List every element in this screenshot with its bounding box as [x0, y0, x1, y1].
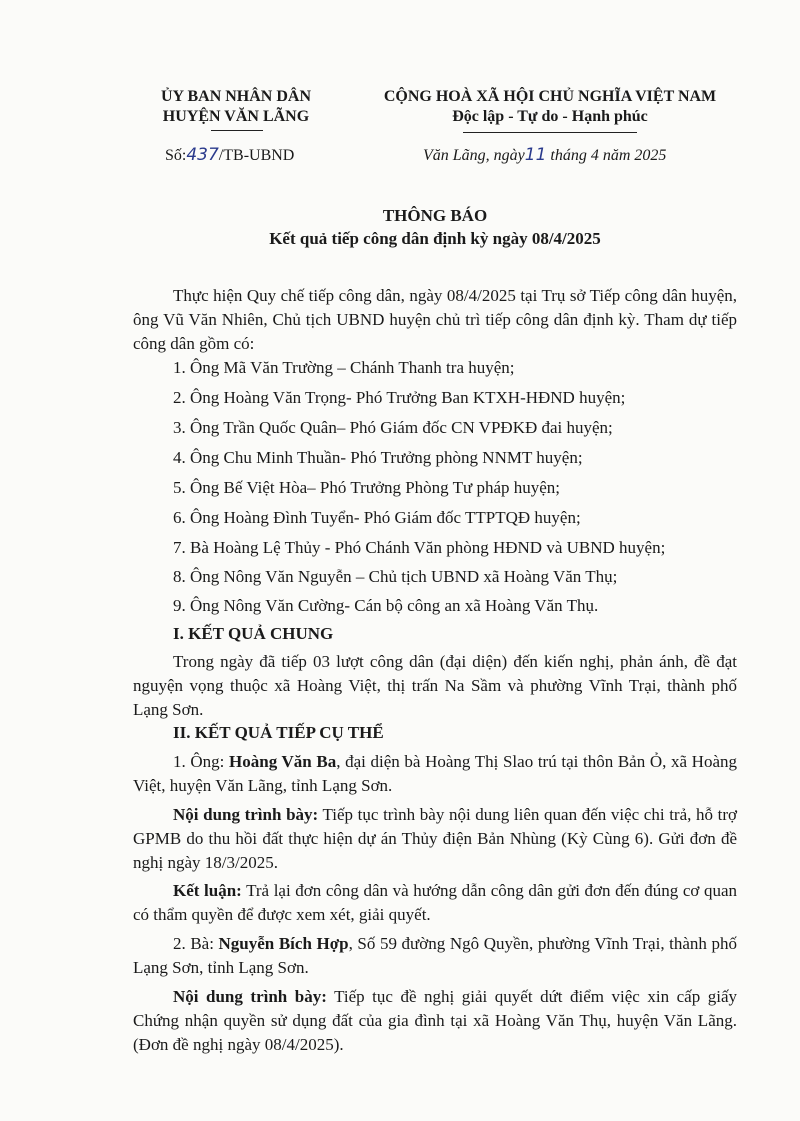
attendee-item: 9. Ông Nông Văn Cường- Cán bộ công an xã Hoàng Văn Thụ. — [173, 596, 599, 615]
attendee-item: 3. Ông Trần Quốc Quân– Phó Giám đốc CN VPĐKĐ đai huyện; — [173, 418, 613, 437]
org-underline — [211, 130, 263, 131]
date-prefix: Văn Lãng, ngày — [423, 147, 525, 164]
attendee-item: 2. Ông Hoàng Văn Trọng- Phó Trưởng Ban KTXH-HĐND huyện; — [173, 388, 626, 407]
case2-content-label: Nội dung trình bày: — [173, 987, 327, 1006]
case2-name: Nguyễn Bích Hợp — [218, 934, 349, 953]
title-line2: Kết quả tiếp công dân định kỳ ngày 08/4/2025 — [269, 229, 601, 248]
date-suffix: tháng 4 năm 2025 — [546, 147, 667, 164]
case2-content — [133, 985, 737, 1057]
case2-prefix: 2. Bà: — [173, 934, 219, 953]
section1-paragraph: Trong ngày đã tiếp 03 lượt công dân (đại diện) đến kiến nghị, phản ánh, đề đạt nguyện vọng thuộc xã Hoàng Việt, thị trấn Na Sầm và phường Vĩnh Trại, thành phố Lạng Sơn. — [133, 652, 737, 719]
nation-line1: CỘNG HOÀ XÃ HỘI CHỦ NGHĨA VIỆT NAM — [383, 88, 717, 105]
attendee-item: 5. Ông Bế Việt Hòa– Phó Trưởng Phòng Tư pháp huyện; — [173, 478, 561, 497]
case1-name: Hoàng Văn Ba — [229, 752, 337, 771]
case2-content-text: Tiếp tục đề nghị giải quyết dứt điểm việc xin cấp giấy Chứng nhận quyền sử dụng đất của gia đình tại xã Hoàng Văn Thụ, huyện Văn Lãng. (Đơn đề nghị ngày 08/4/2025). — [133, 987, 737, 1054]
motto-underline — [463, 132, 637, 133]
number-handwritten: 437 — [186, 145, 219, 165]
case2-rest: , Số 59 đường Ngô Quyền, phường Vĩnh Trại, thành phố Lạng Sơn, tỉnh Lạng Sơn. — [133, 934, 738, 977]
case1-conclusion-text: Trả lại đơn công dân và hướng dẫn công dân gửi đơn đến đúng cơ quan có thẩm quyền để được xem xét, giải quyết. — [133, 881, 737, 924]
date-day-handwritten: 11 — [524, 145, 547, 165]
section1-heading: I. KẾT QUẢ CHUNG — [173, 624, 334, 643]
number-prefix: Số: — [165, 147, 187, 164]
case1-prefix: 1. Ông: — [173, 752, 230, 771]
number-suffix: /TB-UBND — [218, 147, 295, 164]
document-date — [423, 145, 666, 165]
case1-content-text: Tiếp tục trình bày nội dung liên quan đến việc chi trả, hỗ trợ GPMB do thu hồi đất thực hiện dự án Thủy điện Bản Nhùng (Kỳ Cùng 6). Gửi đơn đề nghị ngày 18/3/2025. — [133, 805, 737, 872]
intro-paragraph: Thực hiện Quy chế tiếp công dân, ngày 08/4/2025 tại Trụ sở Tiếp công dân huyện, ông Vũ Văn Nhiên, Chủ tịch UBND huyện chủ trì tiếp công dân định kỳ. Tham dự tiếp công dân gồm có: — [133, 286, 737, 353]
attendee-item: 4. Ông Chu Minh Thuần- Phó Trưởng phòng NNMT huyện; — [173, 448, 583, 467]
org-line1: ỦY BAN NHÂN DÂN — [160, 88, 312, 105]
document-number — [165, 145, 294, 165]
attendee-item: 8. Ông Nông Văn Nguyễn – Chủ tịch UBND xã Hoàng Văn Thụ; — [173, 567, 618, 586]
case1-paragraph — [133, 750, 737, 798]
attendee-item: 6. Ông Hoàng Đình Tuyển- Phó Giám đốc TTPTQĐ huyện; — [173, 508, 581, 527]
national-motto — [360, 88, 740, 126]
nation-line2: Độc lập - Tự do - Hạnh phúc — [452, 108, 648, 125]
attendee-item: 7. Bà Hoàng Lệ Thủy - Phó Chánh Văn phòng HĐND và UBND huyện; — [173, 538, 666, 557]
case1-content-label: Nội dung trình bày: — [173, 805, 319, 824]
case1-rest: , đại diện bà Hoàng Thị Slao trú tại thôn Bản Ỏ, xã Hoàng Việt, huyện Văn Lãng, tỉnh Lạng Sơn. — [133, 752, 737, 795]
org-line2: HUYỆN VĂN LÃNG — [162, 108, 310, 125]
case1-conclusion — [133, 879, 737, 927]
title-block — [133, 206, 737, 249]
case1-content — [133, 803, 737, 875]
case2-paragraph — [133, 932, 737, 980]
issuing-org — [150, 88, 322, 126]
attendee-item: 1. Ông Mã Văn Trường – Chánh Thanh tra huyện; — [173, 358, 515, 377]
section2-heading: II. KẾT QUẢ TIẾP CỤ THỂ — [173, 723, 384, 742]
title-line1: THÔNG BÁO — [382, 206, 488, 225]
case1-conclusion-label: Kết luận: — [173, 881, 242, 900]
